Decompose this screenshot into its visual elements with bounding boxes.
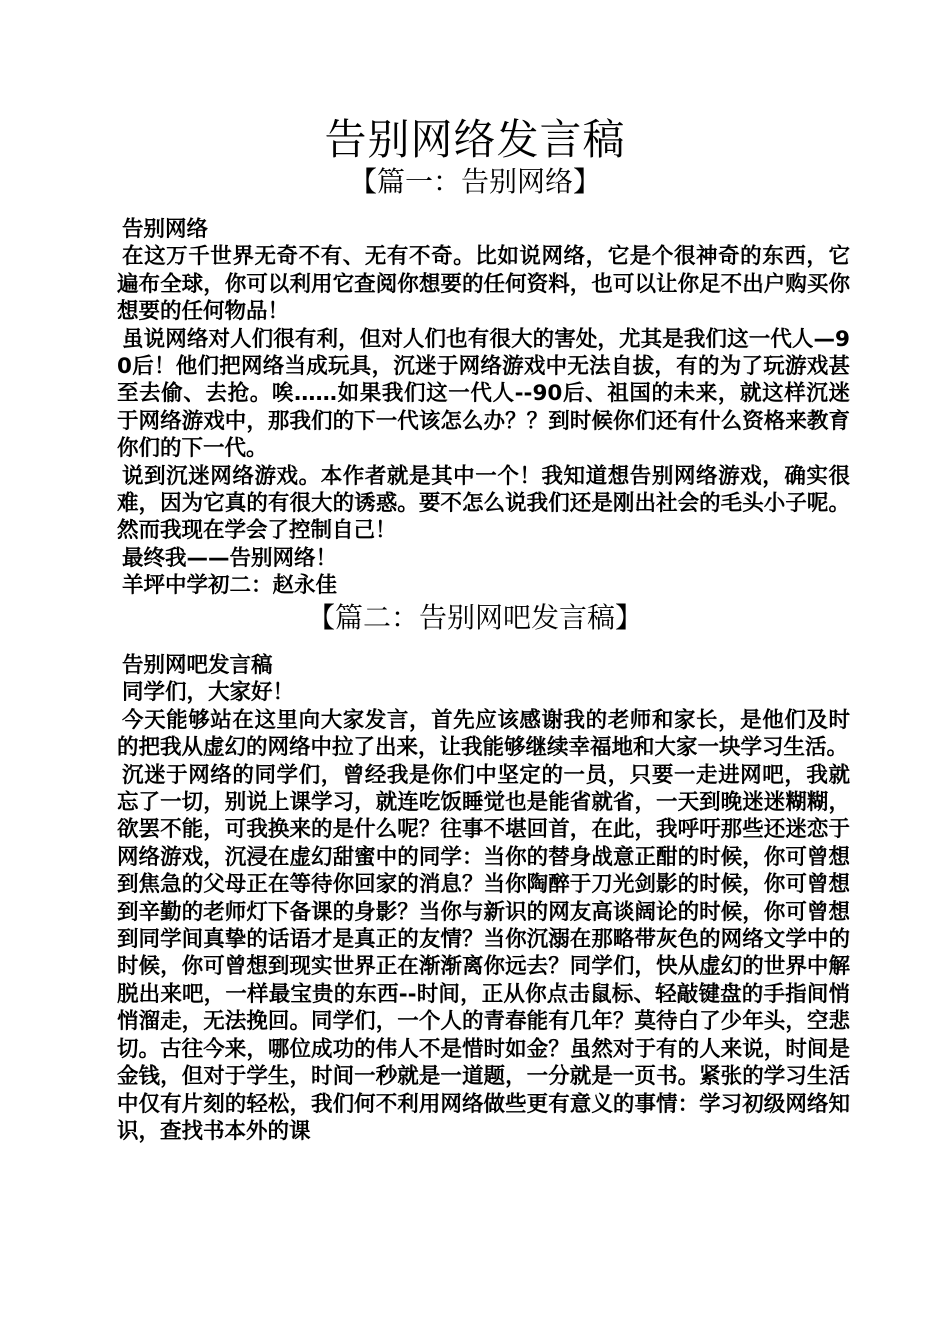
section-1-signature: 羊坪中学初二：赵永佳 — [122, 573, 338, 599]
section-1-subtitle: 告别网络 — [122, 217, 209, 242]
document-title: 告别网络发言稿 — [324, 115, 626, 164]
section-1-heading: 【篇一：告别网络】 — [348, 165, 601, 198]
section-1-body — [117, 216, 850, 600]
section-1-closing: 最终我——告别网络！ — [122, 545, 338, 571]
section-2-body — [117, 652, 850, 1145]
section-1-paragraph-1: 在这万千世界无奇不有、无有不奇。比如说网络，它是个很神奇的东西，它遍布全球，你可以利用它查阅你想要的任何资料，也可以让你足不出户购买你想要的任何物品！ — [117, 244, 850, 325]
section-2-subtitle: 告别网吧发言稿 — [122, 653, 273, 678]
section-1-paragraph-2: 虽说网络对人们很有利，但对人们也有很大的害处，尤其是我们这一代人—90后！他们把网络当成玩具，沉迷于网络游戏中无法自拔，有的为了玩游戏甚至去偷、去抢。唉……如果我们这一代人--90后、祖国的未来，就这样沉迷于网络游戏中，那我们的下一代该怎么办？？到时候你们还有什么资格来教育你们的下一代。 — [117, 326, 850, 462]
section-2-paragraph-1: 今天能够站在这里向大家发言，首先应该感谢我的老师和家长，是他们及时的把我从虚幻的网络中拉了出来，让我能够继续幸福地和大家一块学习生活。 — [117, 707, 850, 761]
section-2-paragraph-2: 沉迷于网络的同学们，曾经我是你们中坚定的一员，只要一走进网吧，我就忘了一切，别说上课学习，就连吃饭睡觉也是能省就省，一天到晚迷迷糊糊，欲罢不能，可我换来的是什么呢？往事不堪回首，在此，我呼吁那些还迷恋于网络游戏，沉浸在虚幻甜蜜中的同学：当你的替身战意正酣的时候，你可曾想到焦急的父母正在等待你回家的消息？当你陶醉于刀光剑影的时候，你可曾想到辛勤的老师灯下备课的身影？当你与新识的网友高谈阔论的时候，你可曾想到同学间真挚的话语才是真正的友情？当你沉溺在那略带灰色的网络文学中的时候，你可曾想到现实世界正在渐渐离你远去？同学们，快从虚幻的世界中解脱出来吧，一样最宝贵的东西--时间，正从你点击鼠标、轻敲键盘的手指间悄悄溜走，无法挽回。同学们，一个人的青春能有几年？莫待白了少年头，空悲切。古往今来，哪位成功的伟人不是惜时如金？虽然对于有的人来说，时间是金钱，但对于学生，时间一秒就是一道题，一分就是一页书。紧张的学习生活中仅有片刻的轻松，我们何不利用网络做些更有意义的事情：学习初级网络知识，查找书本外的课 — [117, 762, 850, 1144]
section-2-heading: 【篇二：告别网吧发言稿】 — [306, 601, 643, 634]
section-2-greeting: 同学们，大家好！ — [122, 680, 295, 706]
section-1-paragraph-3: 说到沉迷网络游戏。本作者就是其中一个！我知道想告别网络游戏，确实很难，因为它真的有很大的诱惑。要不怎么说我们还是刚出社会的毛头小子呢。然而我现在学会了控制自己！ — [117, 463, 850, 544]
